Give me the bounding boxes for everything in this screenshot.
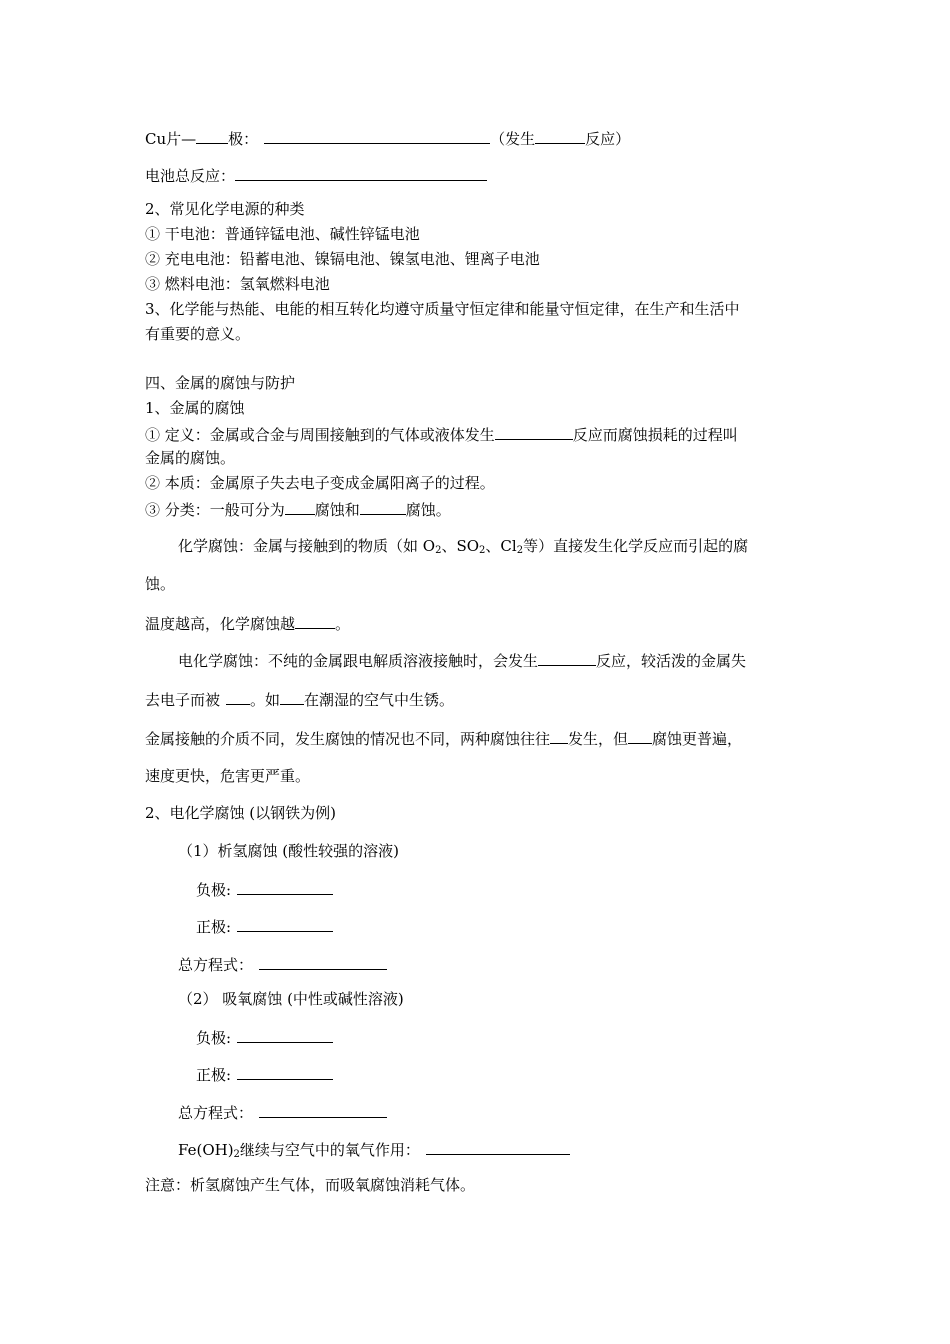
- cu-electrode-line: [145, 127, 630, 149]
- o-total-line: [178, 1101, 387, 1123]
- chemical-corrosion-line: [178, 536, 748, 556]
- feoh-text: 继续与空气中的氧气作用：: [239, 1141, 420, 1159]
- item-rechargeable: ② 充电电池：铅蓄电池、镍镉电池、镍氢电池、锂离子电池: [145, 250, 540, 268]
- blank-temperature[interactable]: [295, 612, 335, 629]
- chem-text-c: 、Cl: [485, 537, 517, 555]
- item-dry-cell: ① 干电池：普通锌锰电池、碱性锌锰电池: [145, 225, 420, 243]
- sub-cl2: 2: [516, 545, 524, 556]
- classification-mid: 腐蚀和: [314, 501, 360, 519]
- blank-class-1[interactable]: [285, 498, 315, 515]
- section-3-line2: 有重要的意义。: [145, 325, 251, 343]
- hydrogen-evolution-title: （1）析氢腐蚀 (酸性较强的溶液): [178, 842, 400, 860]
- cu-occur-label: （发生: [490, 130, 536, 148]
- h-negative-label: 负极:: [196, 881, 232, 899]
- blank-h-negative[interactable]: [237, 878, 333, 895]
- note-line: 注意：析氢腐蚀产生气体，而吸氧腐蚀消耗气体。: [145, 1176, 476, 1194]
- h-positive-label: 正极:: [196, 918, 232, 936]
- feoh-formula: Fe(OH): [178, 1141, 234, 1159]
- blank-together[interactable]: [550, 727, 568, 744]
- chem-text-b: 、SO: [441, 537, 480, 555]
- section-2-title: 2、常见化学电源的种类: [145, 200, 305, 218]
- blank-h-positive[interactable]: [237, 915, 333, 932]
- temperature-text: 温度越高，化学腐蚀越: [145, 615, 296, 633]
- blank-cu-pole[interactable]: [196, 127, 228, 144]
- corrosion-subtitle: 1、金属的腐蚀: [145, 399, 245, 417]
- classification-line: [145, 498, 451, 520]
- o-positive-label: 正极:: [196, 1066, 232, 1084]
- chem-text-a: 化学腐蚀：金属与接触到的物质（如 O: [178, 537, 436, 555]
- blank-h-total[interactable]: [259, 953, 387, 970]
- cu-reaction-label: 反应）: [585, 130, 631, 148]
- o-positive-line: [196, 1063, 333, 1085]
- feoh-line: [178, 1138, 570, 1160]
- blank-cu-equation[interactable]: [264, 127, 490, 144]
- blank-definition[interactable]: [495, 423, 573, 440]
- lose-text: 去电子而被: [145, 691, 221, 709]
- total-reaction-label: 电池总反应：: [145, 167, 236, 185]
- cu-prefix: Cu片—: [145, 130, 197, 148]
- blank-echem[interactable]: [538, 649, 596, 666]
- lose-mid: 。如: [250, 691, 281, 709]
- blank-metal[interactable]: [280, 688, 304, 705]
- definition-text-2: 反应而腐蚀损耗的过程叫: [572, 426, 738, 444]
- electrochemical-line: [178, 649, 746, 671]
- classification-text: ③ 分类：一般可分为: [145, 501, 285, 519]
- h-negative-line: [196, 878, 333, 900]
- blank-o-total[interactable]: [259, 1101, 387, 1118]
- total-reaction-line: [145, 164, 487, 186]
- h-total-line: [178, 953, 387, 975]
- definition-line: [145, 423, 738, 445]
- definition-end: 金属的腐蚀。: [145, 449, 236, 467]
- section-3-line1: 3、化学能与热能、电能的相互转化均遵守质量守恒定律和能量守恒定律，在生产和生活中: [145, 300, 740, 318]
- blank-total-reaction[interactable]: [235, 164, 487, 181]
- echem-text-2: 反应，较活泼的金属失: [596, 652, 747, 670]
- blank-feoh[interactable]: [426, 1138, 570, 1155]
- item-fuel-cell: ③ 燃料电池：氢氧燃料电池: [145, 275, 330, 293]
- classification-end: 腐蚀。: [405, 501, 451, 519]
- sub-so2: 2: [479, 545, 486, 556]
- oxygen-absorption-title: （2） 吸氧腐蚀 (中性或碱性溶液): [178, 990, 404, 1008]
- temperature-end: 。: [335, 615, 351, 633]
- temperature-line: [145, 612, 350, 634]
- lose-electron-line: [145, 688, 454, 710]
- chem-end: 蚀。: [145, 575, 176, 593]
- essence-line: ② 本质：金属原子失去电子变成金属阳离子的过程。: [145, 474, 495, 492]
- o-total-label: 总方程式：: [178, 1104, 254, 1122]
- sub-o2: 2: [435, 545, 442, 556]
- medium-end: 腐蚀更普遍，: [652, 730, 743, 748]
- electrochem-example-title: 2、电化学腐蚀 (以钢铁为例): [145, 804, 337, 822]
- h-total-label: 总方程式：: [178, 956, 254, 974]
- blank-oxidized[interactable]: [226, 688, 250, 705]
- h-positive-line: [196, 915, 333, 937]
- medium-text: 金属接触的介质不同，发生腐蚀的情况也不同，两种腐蚀往往: [145, 730, 551, 748]
- cu-pole-label: 极：: [228, 130, 259, 148]
- blank-common[interactable]: [628, 727, 652, 744]
- blank-o-positive[interactable]: [237, 1063, 333, 1080]
- feoh-subscript: 2: [233, 1149, 240, 1160]
- chem-text-d: 等）直接发生化学反应而引起的腐: [523, 537, 749, 555]
- section-4-heading: 四、金属的腐蚀与防护: [145, 374, 296, 392]
- blank-o-negative[interactable]: [237, 1026, 333, 1043]
- medium-line: [145, 727, 742, 749]
- definition-text: ① 定义：金属或合金与周围接触到的气体或液体发生: [145, 426, 495, 444]
- lose-end: 在潮湿的空气中生锈。: [304, 691, 455, 709]
- blank-class-2[interactable]: [360, 498, 406, 515]
- medium-mid: 发生，但: [568, 730, 629, 748]
- medium-continued: 速度更快，危害更严重。: [145, 767, 311, 785]
- o-negative-label: 负极:: [196, 1029, 232, 1047]
- echem-text: 电化学腐蚀：不纯的金属跟电解质溶液接触时，会发生: [178, 652, 539, 670]
- blank-cu-reaction[interactable]: [535, 127, 585, 144]
- o-negative-line: [196, 1026, 333, 1048]
